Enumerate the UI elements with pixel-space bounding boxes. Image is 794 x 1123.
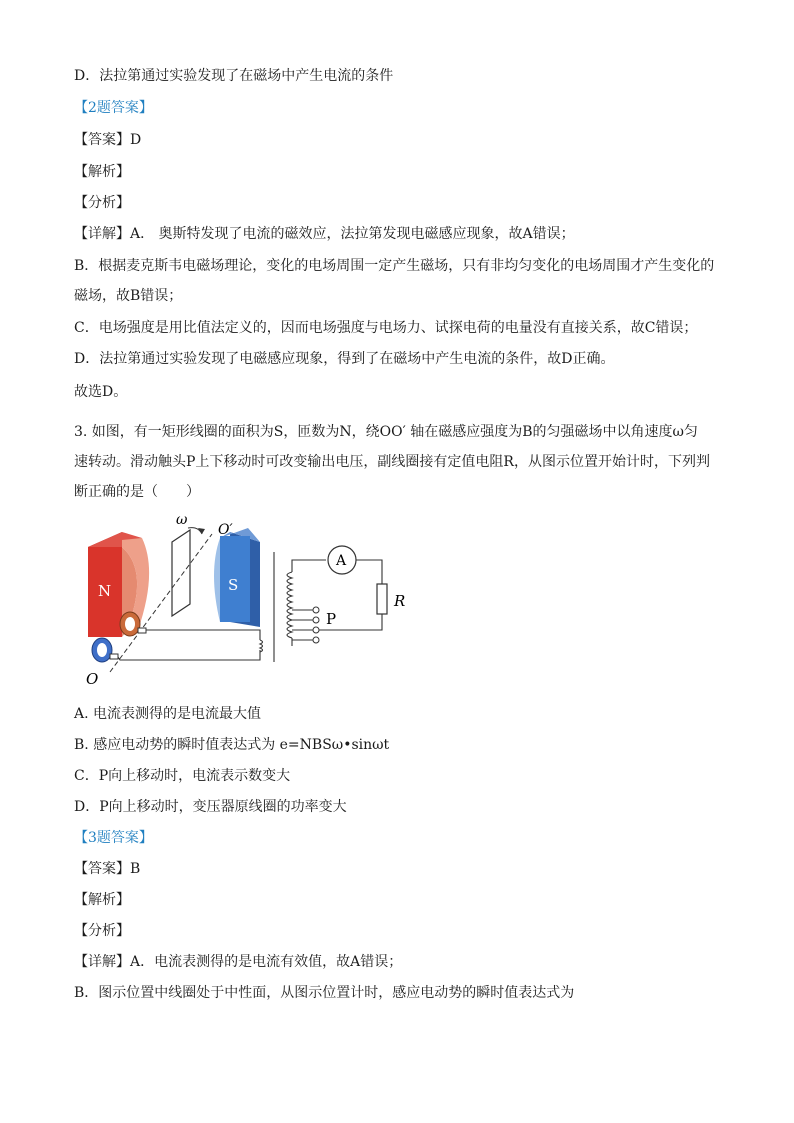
coil-loop xyxy=(172,530,190,616)
o-prime-label: O′ xyxy=(218,522,233,538)
o-label: O xyxy=(86,670,99,688)
q3-analysis-heading: 【解析】 xyxy=(74,892,130,908)
q3-option-c: C．P向上移动时，电流表示数变大 xyxy=(74,768,291,784)
q2-detail-a: 【详解】A． 奥斯特发现了电流的磁效应，法拉第发现电磁感应现象，故A错误； xyxy=(74,226,575,242)
q3-option-a: A. 电流表测得的是电流最大值 xyxy=(74,706,262,722)
magnet-s-label: S xyxy=(228,576,239,594)
q3-stem-3: 断正确的是（ ） xyxy=(74,484,200,500)
answer-value: D xyxy=(130,132,142,148)
q3-stem-2: 速转动。滑动触头P上下移动时可改变输出电压，副线圈接有定值电阻R，从图示位置开始计时，下列判 xyxy=(74,454,710,470)
q2-answer-tag: 【2题答案】 xyxy=(74,100,153,116)
omega-label: ω xyxy=(176,512,188,528)
q2-option-d: D．法拉第通过实验发现了在磁场中产生电流的条件 xyxy=(74,68,394,84)
q2-analysis-heading: 【解析】 xyxy=(74,164,130,180)
resistor-label: R xyxy=(394,592,406,610)
slider-p-label: P xyxy=(326,610,337,628)
q2-detail-c: C．电场强度是用比值法定义的，因而电场强度与电场力、试探电荷的电量没有直接关系，故C错误； xyxy=(74,320,698,336)
magnet-s xyxy=(214,528,260,627)
q3-option-d: D．P向上移动时，变压器原线圈的功率变大 xyxy=(74,799,347,815)
generator-transformer-figure xyxy=(80,512,420,692)
q3-answer-line xyxy=(74,859,734,879)
answer-label: 【答案】 xyxy=(74,861,130,877)
answer-value: B xyxy=(130,861,141,877)
brush-1 xyxy=(138,628,146,633)
ammeter-label: A xyxy=(336,553,347,569)
q3-fenxi-heading: 【分析】 xyxy=(74,923,130,939)
q3-stem-1: 3. 如图，有一矩形线圈的面积为S，匝数为N，绕OO′ 轴在磁感应强度为B的匀强磁场中以角速度ω匀 xyxy=(74,424,698,440)
secondary-coil xyxy=(287,572,292,638)
q2-detail-b-2: 磁场，故B错误； xyxy=(74,288,183,304)
answer-label: 【答案】 xyxy=(74,132,130,148)
magnet-n-label: N xyxy=(98,582,112,600)
q2-fenxi-heading: 【分析】 xyxy=(74,195,130,211)
q2-answer-line xyxy=(74,130,734,150)
q2-conclusion: 故选D。 xyxy=(74,384,128,400)
q2-detail-d: D．法拉第通过实验发现了电磁感应现象，得到了在磁场中产生电流的条件，故D正确。 xyxy=(74,351,615,367)
q3-option-b: B. 感应电动势的瞬时值表达式为 e=NBSω•sinωt xyxy=(74,737,390,753)
resistor xyxy=(377,584,387,614)
brush-2 xyxy=(110,654,118,659)
q2-detail-b-1: B．根据麦克斯韦电磁场理论，变化的电场周围一定产生磁场，只有非均匀变化的电场周围才产生变化的 xyxy=(74,258,715,274)
q3-detail-a: 【详解】A．电流表测得的是电流有效值，故A错误； xyxy=(74,954,403,970)
figure-svg xyxy=(80,512,420,692)
q3-detail-b: B．图示位置中线圈处于中性面，从图示位置计时，感应电动势的瞬时值表达式为 xyxy=(74,985,575,1001)
q3-answer-tag: 【3题答案】 xyxy=(74,830,153,846)
